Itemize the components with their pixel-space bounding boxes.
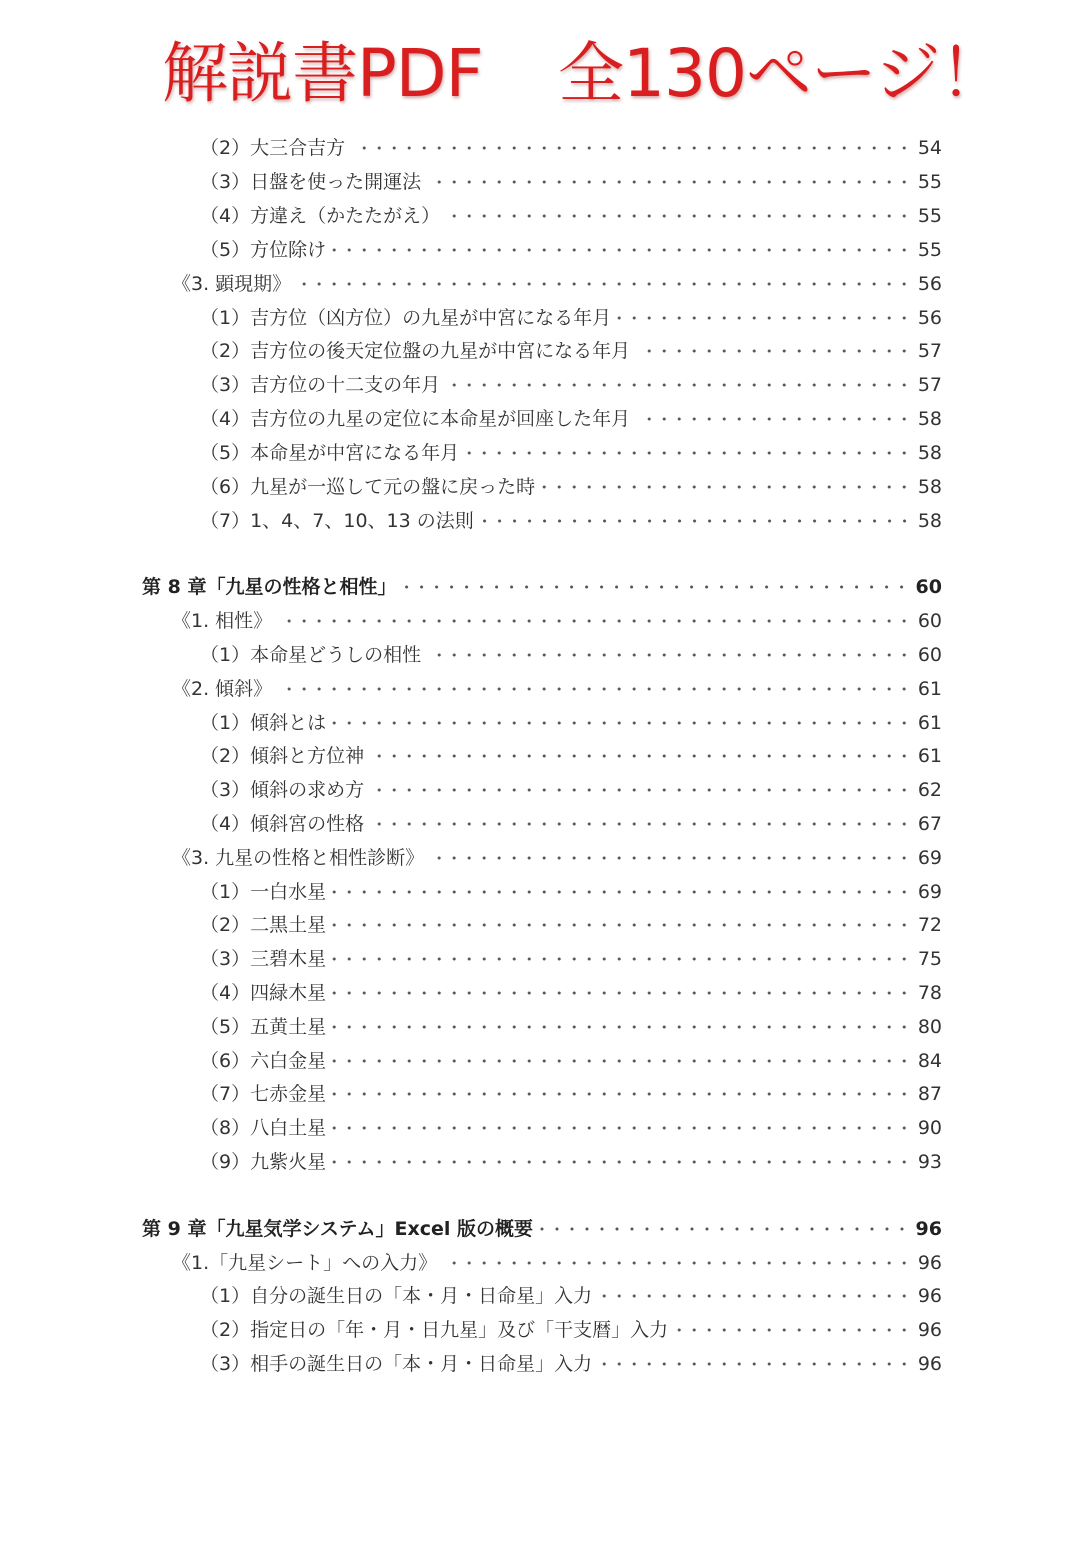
toc-entry-title: （2）大三合吉方 xyxy=(200,137,346,159)
toc-entry-title: （6）九星が一巡して元の盤に戻った時 xyxy=(200,476,536,498)
toc-section-row xyxy=(172,268,942,300)
toc-subsection-row xyxy=(200,1078,942,1110)
dot-leader xyxy=(427,166,912,198)
toc-page-number: 60 xyxy=(917,610,942,632)
toc-subsection-row xyxy=(200,369,942,401)
toc-entry-title: （2）二黒土星 xyxy=(200,914,327,936)
dot-leader xyxy=(332,234,912,266)
banner-heading xyxy=(0,30,1080,120)
toc-page-number: 67 xyxy=(917,813,942,835)
toc-subsection-row xyxy=(200,1348,942,1380)
toc-page-number: 55 xyxy=(917,239,942,261)
toc-page-number: 58 xyxy=(917,408,942,430)
toc-entry-title: 《2. 傾斜》 xyxy=(172,678,273,700)
toc-subsection-row xyxy=(200,166,942,198)
toc-chapter-row xyxy=(142,1213,942,1245)
toc-page-number: 55 xyxy=(917,171,942,193)
toc-subsection-row xyxy=(200,909,942,941)
dot-leader xyxy=(278,605,912,637)
toc-entry-title: （3）三碧木星 xyxy=(200,948,327,970)
dot-leader xyxy=(370,808,912,840)
dot-leader xyxy=(332,1011,912,1043)
toc-page-number: 58 xyxy=(917,510,942,532)
toc-subsection-row xyxy=(200,1011,942,1043)
toc-entry-title: （7）七赤金星 xyxy=(200,1083,327,1105)
toc-page-number: 61 xyxy=(917,712,942,734)
dot-leader xyxy=(402,571,909,603)
toc-chapter-row xyxy=(142,571,942,603)
toc-subsection-row xyxy=(200,774,942,806)
toc-page-number: 80 xyxy=(917,1016,942,1038)
toc-entry-title: （7）1、4、7、10、13 の法則 xyxy=(200,510,474,532)
dot-leader xyxy=(351,132,912,164)
dot-leader xyxy=(480,505,912,537)
toc-page-number: 96 xyxy=(915,1218,942,1240)
toc-entry-title: （1）一白水星 xyxy=(200,881,327,903)
toc-page-number: 69 xyxy=(917,881,942,903)
toc-entry-title: 第 8 章「九星の性格と相性」 xyxy=(142,576,397,598)
toc-page-number: 75 xyxy=(917,948,942,970)
toc-entry-title: （1）自分の誕生日の「本・月・日命星」入力 xyxy=(200,1285,593,1307)
toc-page-number: 96 xyxy=(917,1285,942,1307)
dot-leader xyxy=(674,1314,912,1346)
toc-subsection-row xyxy=(200,707,942,739)
dot-leader xyxy=(332,1078,912,1110)
dot-leader xyxy=(332,909,912,941)
toc-page-number: 60 xyxy=(917,644,942,666)
toc-entry-title: （1）傾斜とは xyxy=(200,712,327,734)
toc-page-number: 69 xyxy=(917,847,942,869)
toc-page-number: 58 xyxy=(917,476,942,498)
dot-leader xyxy=(332,876,912,908)
toc-subsection-row xyxy=(200,1314,942,1346)
toc-subsection-row xyxy=(200,437,942,469)
toc-entry-title: （4）吉方位の九星の定位に本命星が回座した年月 xyxy=(200,408,631,430)
toc-subsection-row xyxy=(200,740,942,772)
toc-subsection-row xyxy=(200,1045,942,1077)
toc-page-number: 57 xyxy=(917,374,942,396)
toc-entry-title: （3）日盤を使った開運法 xyxy=(200,171,422,193)
toc-subsection-row xyxy=(200,639,942,671)
toc-page-number: 96 xyxy=(917,1353,942,1375)
dot-leader xyxy=(539,1213,909,1245)
toc-entry-title: （4）四緑木星 xyxy=(200,982,327,1004)
dot-leader xyxy=(446,369,912,401)
toc-entry-title: （5）方位除け xyxy=(200,239,327,261)
toc-page-number: 93 xyxy=(917,1151,942,1173)
dot-leader xyxy=(332,943,912,975)
dot-leader xyxy=(332,977,912,1009)
dot-leader xyxy=(332,1146,912,1178)
toc-page-number: 60 xyxy=(915,576,942,598)
dot-leader xyxy=(427,639,912,671)
toc-subsection-row xyxy=(200,876,942,908)
toc-page-number: 54 xyxy=(917,137,942,159)
toc-entry-title: （2）指定日の「年・月・日九星」及び「干支暦」入力 xyxy=(200,1319,669,1341)
dot-leader xyxy=(598,1280,912,1312)
dot-leader xyxy=(465,437,912,469)
toc-subsection-row xyxy=(200,302,942,334)
toc-page-number: 61 xyxy=(917,678,942,700)
dot-leader xyxy=(443,1247,912,1279)
toc-subsection-row xyxy=(200,403,942,435)
toc-page-number: 56 xyxy=(917,307,942,329)
toc-entry-title: 《3. 顕現期》 xyxy=(172,273,292,295)
toc-entry-title: （1）吉方位（凶方位）の九星が中宮になる年月 xyxy=(200,307,612,329)
dot-leader xyxy=(636,403,912,435)
toc-subsection-row xyxy=(200,505,942,537)
dot-leader xyxy=(297,268,912,300)
dot-leader xyxy=(636,335,912,367)
toc-page-number: 58 xyxy=(917,442,942,464)
toc-subsection-row xyxy=(200,1280,942,1312)
dot-leader xyxy=(278,673,912,705)
banner-text-page-count: 全130ページ！ xyxy=(558,35,1005,112)
toc-entry-title: （5）本命星が中宮になる年月 xyxy=(200,442,460,464)
toc-section-row xyxy=(172,1247,942,1279)
toc-entry-title: 《3. 九星の性格と相性診断》 xyxy=(172,847,425,869)
toc-page-number: 96 xyxy=(917,1252,942,1274)
toc-entry-title: （5）五黄土星 xyxy=(200,1016,327,1038)
toc-subsection-row xyxy=(200,132,942,164)
toc-entry-title: （2）吉方位の後天定位盤の九星が中宮になる年月 xyxy=(200,340,631,362)
dot-leader xyxy=(370,740,912,772)
toc-entry-title: （4）傾斜宮の性格 xyxy=(200,813,365,835)
toc-page-number: 61 xyxy=(917,745,942,767)
dot-leader xyxy=(617,302,912,334)
toc-page-number: 57 xyxy=(917,340,942,362)
toc-subsection-row xyxy=(200,1146,942,1178)
toc-entry-title: （2）傾斜と方位神 xyxy=(200,745,365,767)
toc-page-number: 72 xyxy=(917,914,942,936)
toc-entry-title: （3）相手の誕生日の「本・月・日命星」入力 xyxy=(200,1353,593,1375)
toc-subsection-row xyxy=(200,200,942,232)
toc-subsection-row xyxy=(200,335,942,367)
toc-page-number: 90 xyxy=(917,1117,942,1139)
dot-leader xyxy=(446,200,912,232)
toc-subsection-row xyxy=(200,234,942,266)
dot-leader xyxy=(332,1112,912,1144)
dot-leader xyxy=(430,842,912,874)
toc-page-number: 87 xyxy=(917,1083,942,1105)
toc-entry-title: （1）本命星どうしの相性 xyxy=(200,644,422,666)
toc-entry-title: （6）六白金星 xyxy=(200,1050,327,1072)
toc-page-number: 96 xyxy=(917,1319,942,1341)
toc-page-number: 78 xyxy=(917,982,942,1004)
dot-leader xyxy=(370,774,912,806)
toc-page-number: 56 xyxy=(917,273,942,295)
dot-leader xyxy=(598,1348,912,1380)
toc-section-row xyxy=(172,605,942,637)
toc-entry-title: （8）八白土星 xyxy=(200,1117,327,1139)
dot-leader xyxy=(332,1045,912,1077)
toc-section-row xyxy=(172,842,942,874)
toc-entry-title: （3）傾斜の求め方 xyxy=(200,779,365,801)
toc-entry-title: 《1.「九星シート」への入力》 xyxy=(172,1252,438,1274)
toc-subsection-row xyxy=(200,943,942,975)
toc-entry-title: 第 9 章「九星気学システム」Excel 版の概要 xyxy=(142,1218,534,1240)
banner-text-pdf-guide: 解説書PDF xyxy=(162,35,483,112)
toc-subsection-row xyxy=(200,471,942,503)
toc-section-row xyxy=(172,673,942,705)
toc-entry-title: （3）吉方位の十二支の年月 xyxy=(200,374,441,396)
toc-entry-title: （9）九紫火星 xyxy=(200,1151,327,1173)
toc-page-number: 62 xyxy=(917,779,942,801)
toc-subsection-row xyxy=(200,808,942,840)
toc-subsection-row xyxy=(200,1112,942,1144)
toc-entry-title: 《1. 相性》 xyxy=(172,610,273,632)
toc-page-number: 55 xyxy=(917,205,942,227)
dot-leader xyxy=(332,707,912,739)
toc-entry-title: （4）方違え（かたたがえ） xyxy=(200,205,441,227)
toc-subsection-row xyxy=(200,977,942,1009)
dot-leader xyxy=(541,471,912,503)
toc-page-number: 84 xyxy=(917,1050,942,1072)
